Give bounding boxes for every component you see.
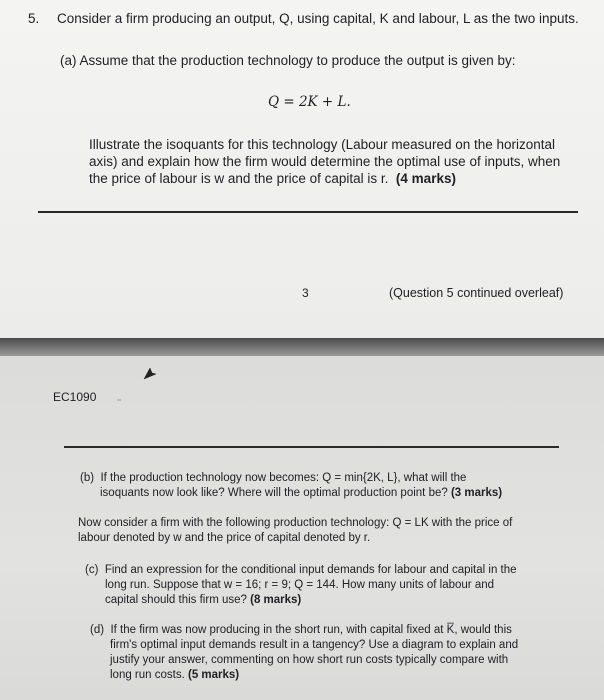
page-number: 3 [302,286,309,300]
part-b-line-1: (b) If the production technology now becomes: Q = min{2K, L}, what will the [80,472,467,484]
part-a-equation: Q = 2K + L. [268,94,351,110]
part-b-line-2: isoquants now look like? Where will the optimal production point be? (3 marks) [100,487,503,499]
question-number: 5. [28,11,40,26]
part-d-line-3: justify your answer, commenting on how short run costs typically compare with [110,654,509,666]
part-d [90,623,518,683]
part-c [85,563,517,608]
part-a-line-2: axis) and explain how the firm would determine the optimal use of inputs, when [89,154,561,169]
part-c-line-2: long run. Suppose that w = 16; r = 9; Q = 144. How many units of labour and [105,579,495,591]
smudge-mark [117,399,121,401]
part-a-marks: (4 marks) [395,171,456,186]
part-b-marks: (3 marks) [450,487,503,499]
part-c-line-1: (c) Find an expression for the conditional input demands for labour and capital in the [85,564,517,576]
part-d-line-1: (d) If the firm was now producing in the short run, with capital fixed at K̅, would this [90,624,512,636]
part-b [80,471,502,501]
part-d-line-4: long run costs. (5 marks) [110,669,240,681]
part-c-marks: (8 marks) [250,594,302,606]
part-c-line-3: capital should this firm use? (8 marks) [105,594,302,606]
part-a-prompt-text: Assume that the production technology to produce the output is given by: [79,53,516,68]
mouse-cursor-icon [143,366,157,380]
part-d-line-2: firm's optimal input demands result in a tangency? Use a diagram to explain and [110,639,519,651]
intro-line-2: labour denoted by w and the price of capital denoted by r. [78,532,371,544]
question-text: Consider a firm producing an output, Q, using capital, K and labour, L as the two inputs. [57,11,579,26]
answer-rule-top [38,211,578,213]
part-a-line-3: the price of labour is w and the price of capital is r. (4 marks) [89,171,456,186]
page-gap-shadow [0,338,604,356]
part-a-label: (a) [60,53,77,68]
intro-line-1: Now consider a firm with the following production technology: Q = LK with the price of [78,517,513,529]
part-a-prompt [60,53,516,68]
part-a-line-1: Illustrate the isoquants for this technology (Labour measured on the horizontal [89,137,556,152]
continued-note: (Question 5 continued overleaf) [389,286,564,300]
course-code: EC1090 [53,390,97,404]
answer-rule-bottom [64,446,559,448]
part-d-marks: (5 marks) [188,669,240,681]
technology-intro [78,516,512,546]
part-a-instructions [89,136,560,187]
